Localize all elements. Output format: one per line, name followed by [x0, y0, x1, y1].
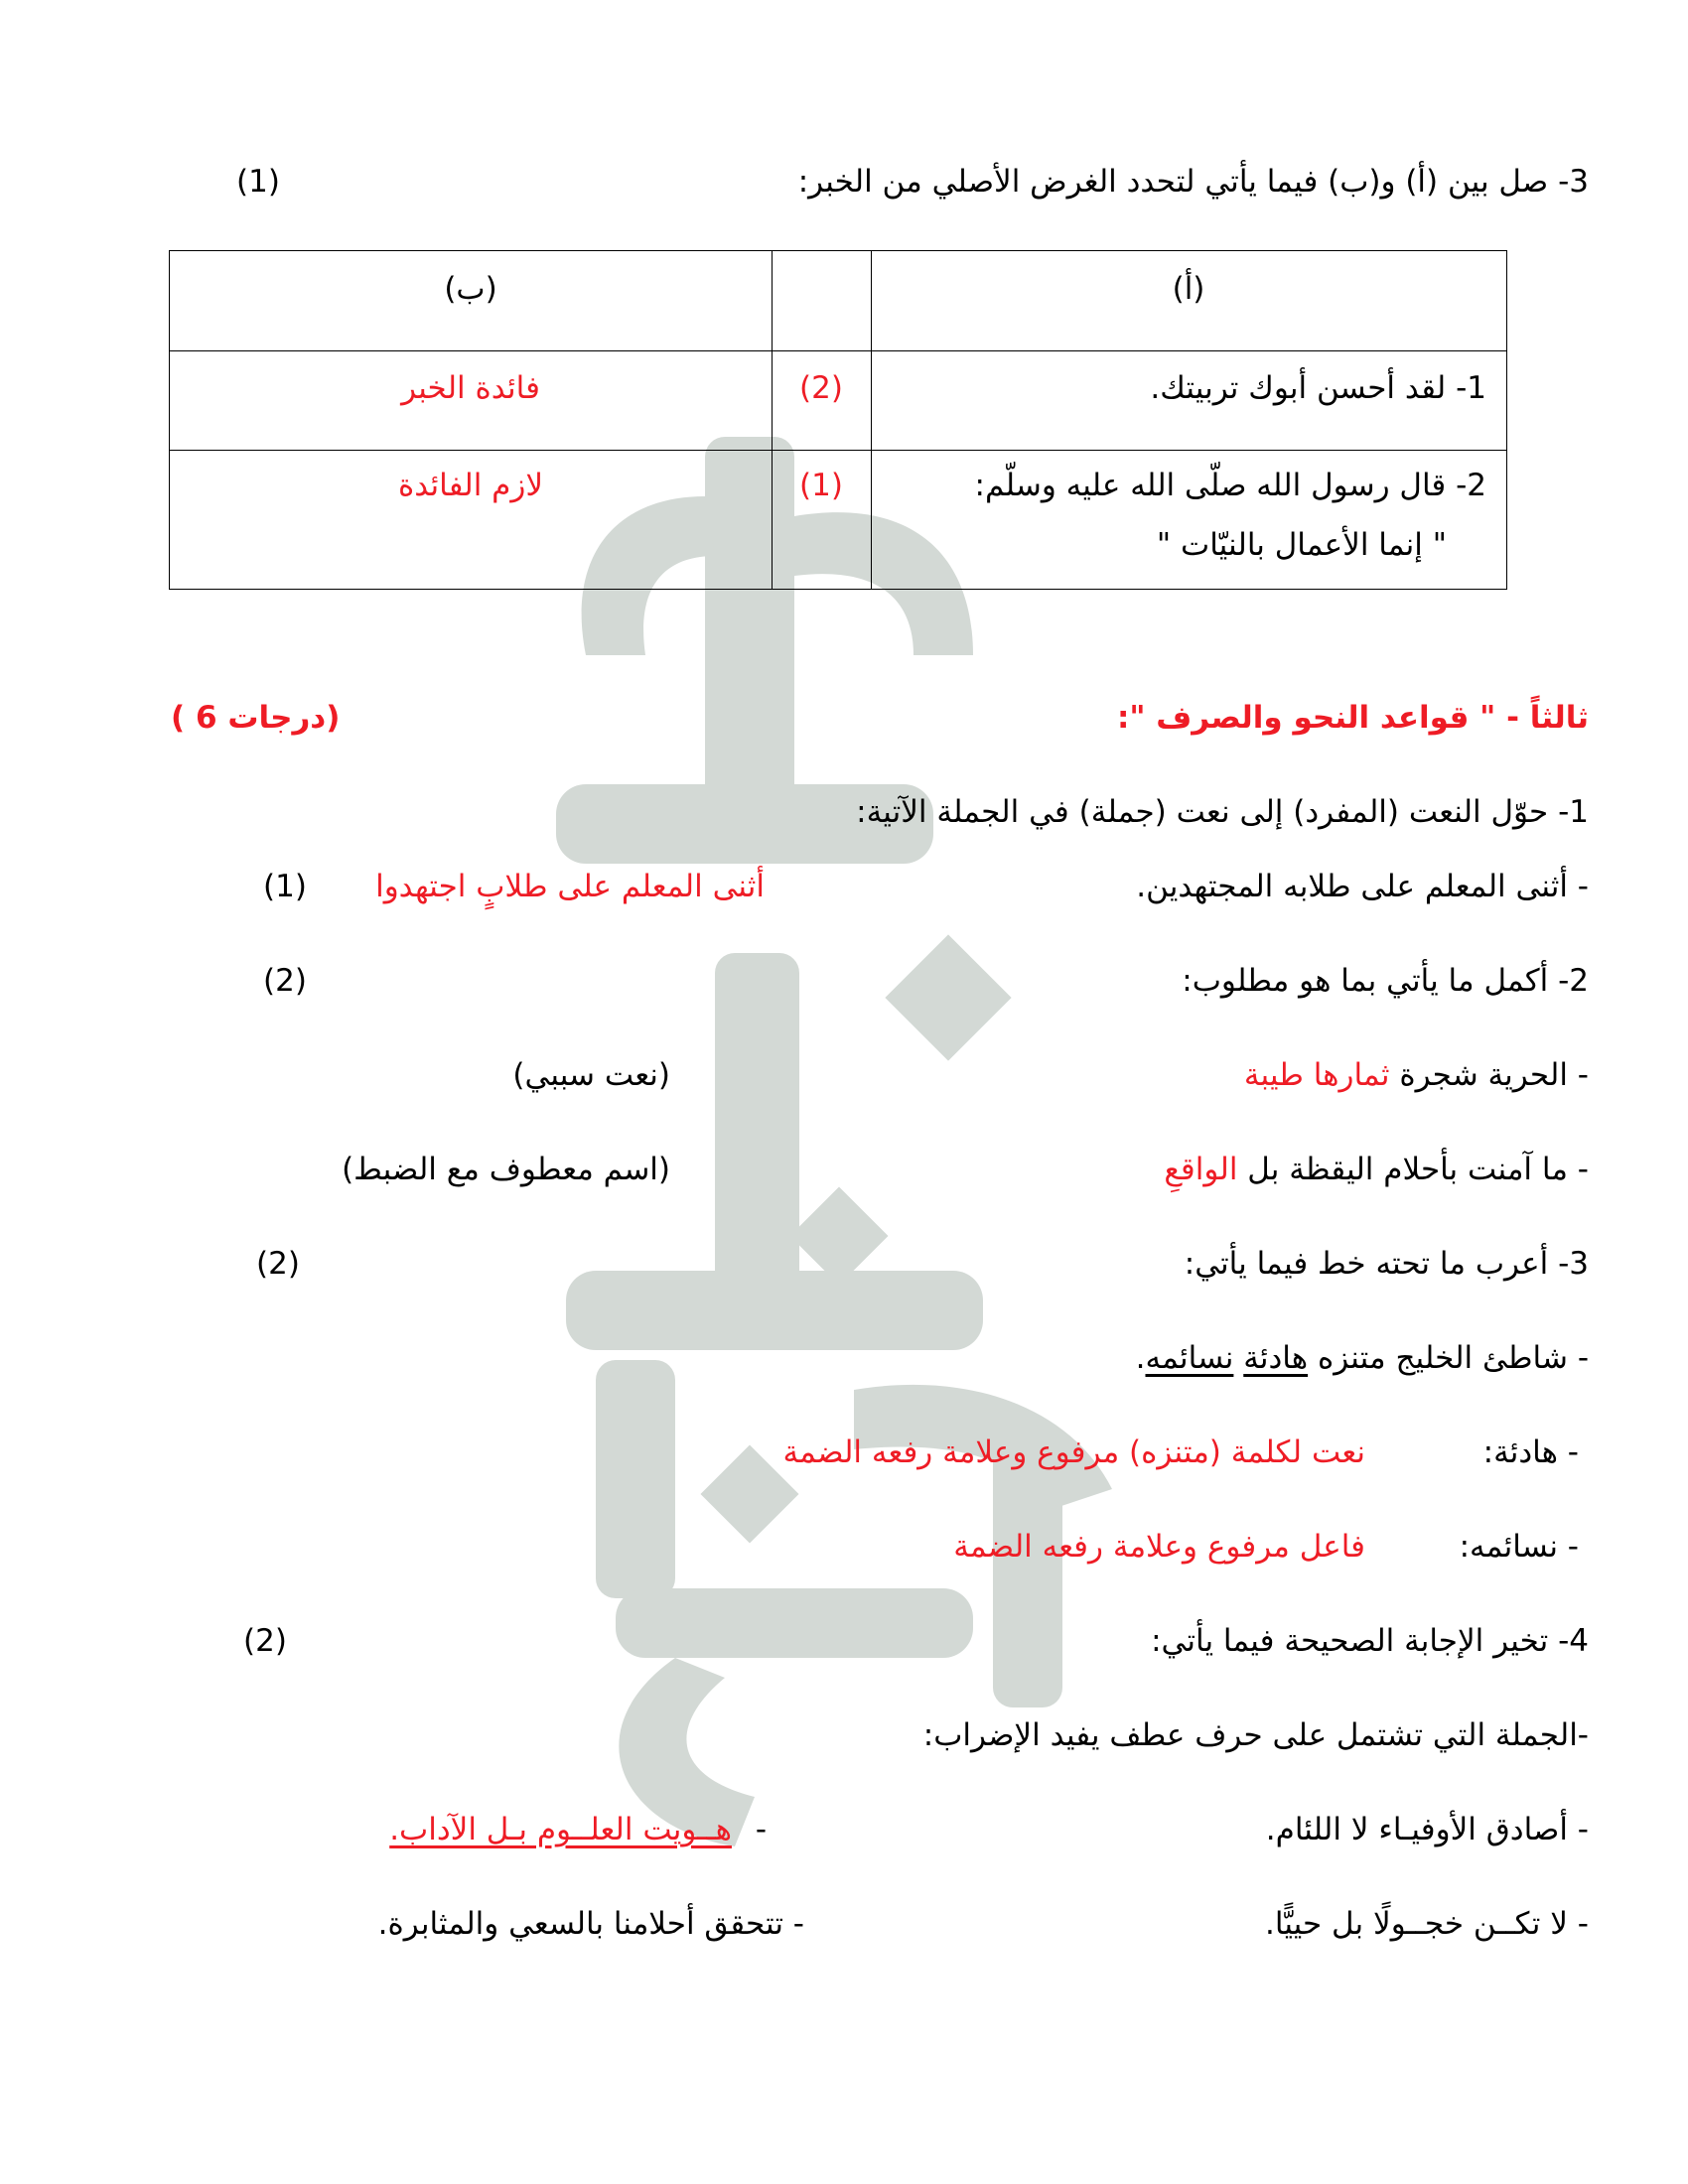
table-row-1-statement: 1- لقد أحسن أبوك تربيتك.	[1150, 370, 1486, 406]
q4-stem: -الجملة التي تشتمل على حرف عطف يفيد الإضراب:	[922, 1717, 1589, 1753]
section-3-score: ( 6 درجات)	[171, 700, 341, 736]
q3b-answer-2-label: - نسائمه:	[1459, 1529, 1579, 1565]
q2-item-2	[1164, 1152, 1589, 1188]
q3b-answer-1: نعت لكلمة (متنزه) مرفوع وعلامة رفعه الضمة	[782, 1434, 1365, 1470]
q3b-sentence-end: .	[1135, 1340, 1146, 1376]
q2-item-1-text: - الحرية شجرة	[1389, 1057, 1589, 1093]
q2-item-2-text: - ما آمنت بأحلام اليقظة بل	[1237, 1152, 1589, 1187]
table-divider	[170, 450, 1506, 451]
question-3-score: (1)	[236, 164, 280, 200]
q2-item-1-answer: ثمارها طيبة	[1243, 1057, 1390, 1093]
table-divider	[170, 350, 1506, 351]
q4-option-2-dash: -	[755, 1812, 767, 1847]
table-divider	[772, 251, 773, 589]
column-header-a: (أ)	[1172, 271, 1205, 307]
table-row-1-purpose: فائدة الخبر	[401, 370, 540, 406]
q1-score: (1)	[263, 869, 307, 904]
q3b-title: 3- أعرب ما تحته خط فيما يأتي:	[1184, 1246, 1589, 1282]
q1-sentence: - أثنى المعلم على طلابه المجتهدين.	[1136, 869, 1589, 904]
table-row-2-hadith: " إنما الأعمال بالنيّات "	[1156, 527, 1447, 563]
q4-title: 4- تخير الإجابة الصحيحة فيما يأتي:	[1151, 1623, 1589, 1659]
table-row-1-number: (2)	[799, 370, 843, 406]
q4-option-2[interactable]	[389, 1812, 767, 1848]
q2-score: (2)	[263, 963, 307, 999]
q3b-sentence	[1136, 1340, 1589, 1377]
question-3-title: 3- صل بين (أ) و(ب) فيما يأتي لتحدد الغرض الأصلي من الخبر:	[797, 164, 1589, 200]
q1-answer: أثنى المعلم على طلابٍ اجتهدوا	[375, 869, 765, 904]
q4-option-2-selected: هــويت العلــوم بـل الآداب.	[389, 1812, 732, 1847]
q3b-sentence-start: - شاطئ الخليج متنزه	[1308, 1340, 1589, 1376]
q2-item-2-answer: الواقعِ	[1164, 1152, 1238, 1187]
q4-option-1: - أصادق الأوفيـاء لا اللئام.	[1265, 1812, 1589, 1847]
q3b-answer-2: فاعل مرفوع وعلامة رفعه الضمة	[953, 1529, 1365, 1565]
section-3-title: ثالثاً - " قواعد النحو والصرف ":	[1116, 700, 1589, 736]
q2-title: 2- أكمل ما يأتي بما هو مطلوب:	[1182, 963, 1589, 999]
q3b-underlined-word-2: نسائمه	[1145, 1340, 1234, 1376]
q2-item-2-hint: (اسم معطوف مع الضبط)	[342, 1152, 670, 1187]
q2-item-1	[1244, 1057, 1589, 1094]
table-row-2-number: (1)	[799, 468, 843, 503]
q1-title: 1- حوّل النعت (المفرد) إلى نعت (جملة) في الجملة الآتية:	[856, 794, 1589, 830]
q4-score: (2)	[243, 1623, 287, 1659]
q2-item-1-hint: (نعت سببي)	[512, 1057, 670, 1093]
column-header-b: (ب)	[444, 271, 497, 307]
matching-table	[169, 250, 1507, 590]
q3b-answer-1-label: - هادئة:	[1482, 1434, 1579, 1470]
q4-option-3: - لا تكــن خجــولًا بل حييًّا.	[1265, 1906, 1589, 1942]
table-row-2-statement: 2- قال رسول الله صلّى الله عليه وسلّم:	[974, 468, 1486, 503]
table-row-2-purpose: لازم الفائدة	[397, 468, 544, 503]
q4-option-4: - تتحقق أحلامنا بالسعي والمثابرة.	[377, 1906, 804, 1942]
q3b-score: (2)	[256, 1246, 300, 1282]
q3b-underlined-word-1: هادئة	[1243, 1340, 1309, 1376]
